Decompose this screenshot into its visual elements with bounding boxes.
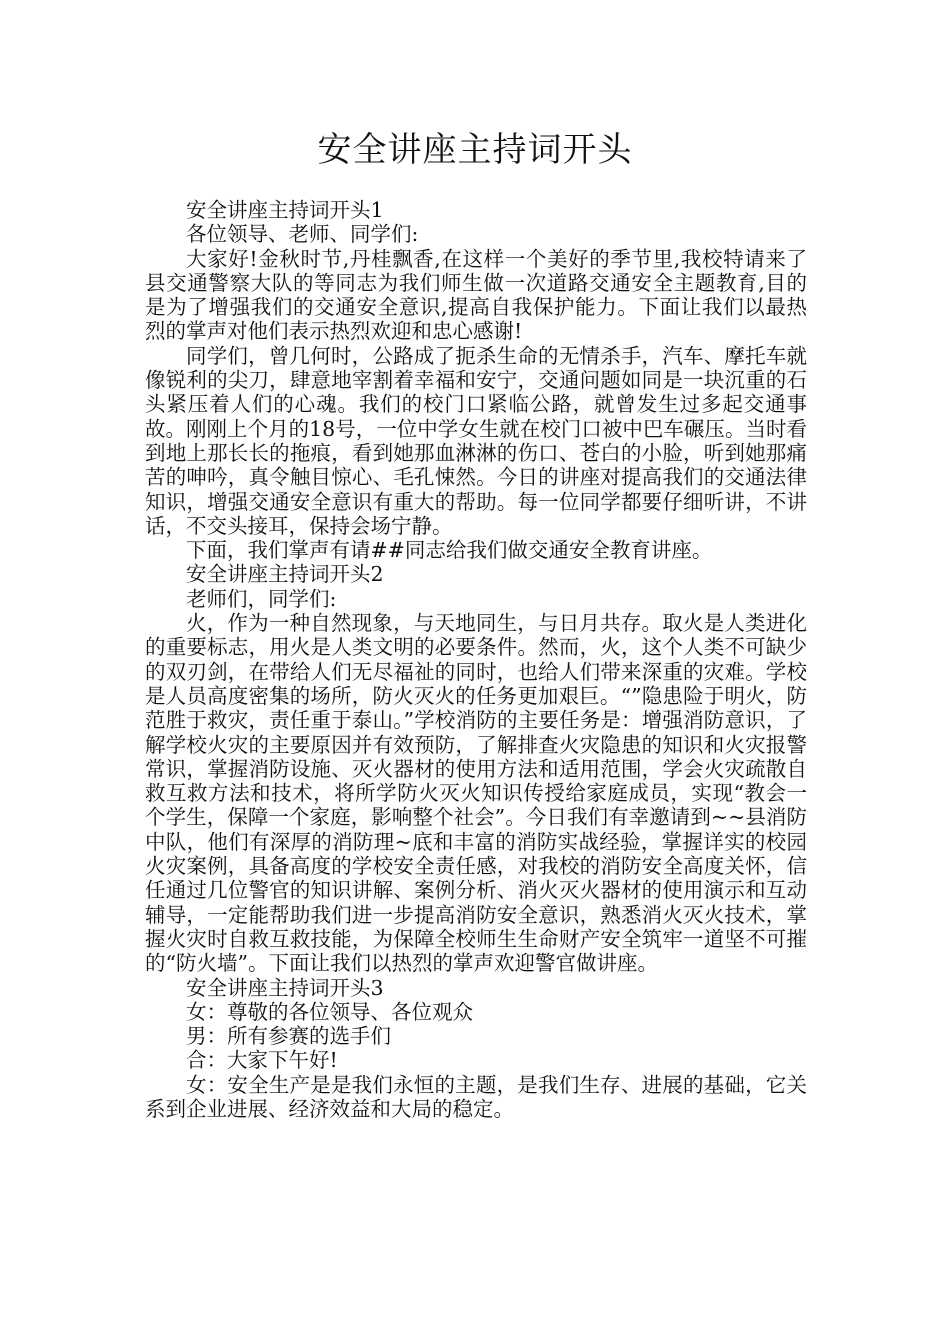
paragraph: 火，作为一种自然现象，与天地同生，与日月共存。取火是人类进化的重要标志，用火是人类文明的必要条件。然而，火，这个人类不可缺少的双刃剑，在带给人们无尽福祉的同时，也给人们带来深重的灾难。学校是人员高度密集的场所，防火灭火的任务更加艰巨。“”隐患险于明火，防范胜于救灾，责任重于泰山。”学校消防的主要任务是：增强消防意识，了解学校火灾的主要原因并有效预防，了解排查火灾隐患的知识和火灾报警常识，掌握消防设施、灭火器材的使用方法和适用范围，学会火灾疏散自救互救方法和技术，将所学防火灭火知识传授给家庭成员，实现“教会一个学生，保障一个家庭，影响整个社会”。今日我们有幸邀请到~~县消防中队，他们有深厚的消防理~底和丰富的消防实战经验，掌握详实的校园火灾案例，具备高度的学校安全责任感，对我校的消防安全高度关怀，信任通过几位警官的知识讲解、案例分析、消火灭火器材的使用演示和互动辅导，一定能帮助我们进一步提高消防安全意识，熟悉消火灭火技术，掌握火灾时自救互救技能，为保障全校师生生命财产安全筑牢一道坚不可摧的“防火墙”。下面让我们以热烈的掌声欢迎警官做讲座。 bbox=[145, 611, 807, 976]
section-heading-3: 安全讲座主持词开头3 bbox=[186, 975, 384, 1000]
dialogue-line: 合：大家下午好! bbox=[186, 1048, 338, 1073]
section-heading-2: 安全讲座主持词开头2 bbox=[186, 562, 384, 587]
document-title: 安全讲座主持词开头 bbox=[317, 130, 633, 170]
paragraph: 下面，我们掌声有请##同志给我们做交通安全教育讲座。 bbox=[186, 538, 713, 563]
dialogue-line: 男：所有参赛的选手们 bbox=[186, 1024, 391, 1049]
dialogue-line: 女：尊敬的各位领导、各位观众 bbox=[186, 999, 473, 1024]
salutation-1: 各位领导、老师、同学们: bbox=[186, 222, 419, 247]
paragraph: 同学们，曾几何时，公路成了扼杀生命的无情杀手，汽车、摩托车就像锐利的尖刀，肆意地宰割着幸福和安宁，交通问题如同是一块沉重的石头紧压着人们的心魂。我们的校门口紧临公路，就曾发生过多起交通事故。刚刚上个月的18号，一位中学女生就在校门口被中巴车碾压。当时看到地上那长长的拖痕，看到她那血淋淋的伤口、苍白的小脸，听到她那痛苦的呻吟，真令触目惊心、毛孔悚然。今日的讲座对提高我们的交通法律知识，增强交通安全意识有重大的帮助。每一位同学都要仔细听讲，不讲话，不交头接耳，保持会场宁静。 bbox=[145, 343, 807, 538]
section-heading-1: 安全讲座主持词开头1 bbox=[186, 198, 384, 222]
document-body bbox=[145, 198, 807, 1121]
salutation-2: 老师们，同学们: bbox=[186, 586, 337, 611]
dialogue-line: 女：安全生产是是我们永恒的主题，是我们生存、进展的基础，它关系到企业进展、经济效益和大局的稳定。 bbox=[145, 1072, 807, 1121]
paragraph: 大家好!金秋时节,丹桂飘香,在这样一个美好的季节里,我校特请来了县交通警察大队的等同志为我们师生做一次道路交通安全主题教育,目的是为了增强我们的交通安全意识,提高自我保护能力。下面让我们以最热烈的掌声对他们表示热烈欢迎和忠心感谢! bbox=[145, 246, 807, 344]
